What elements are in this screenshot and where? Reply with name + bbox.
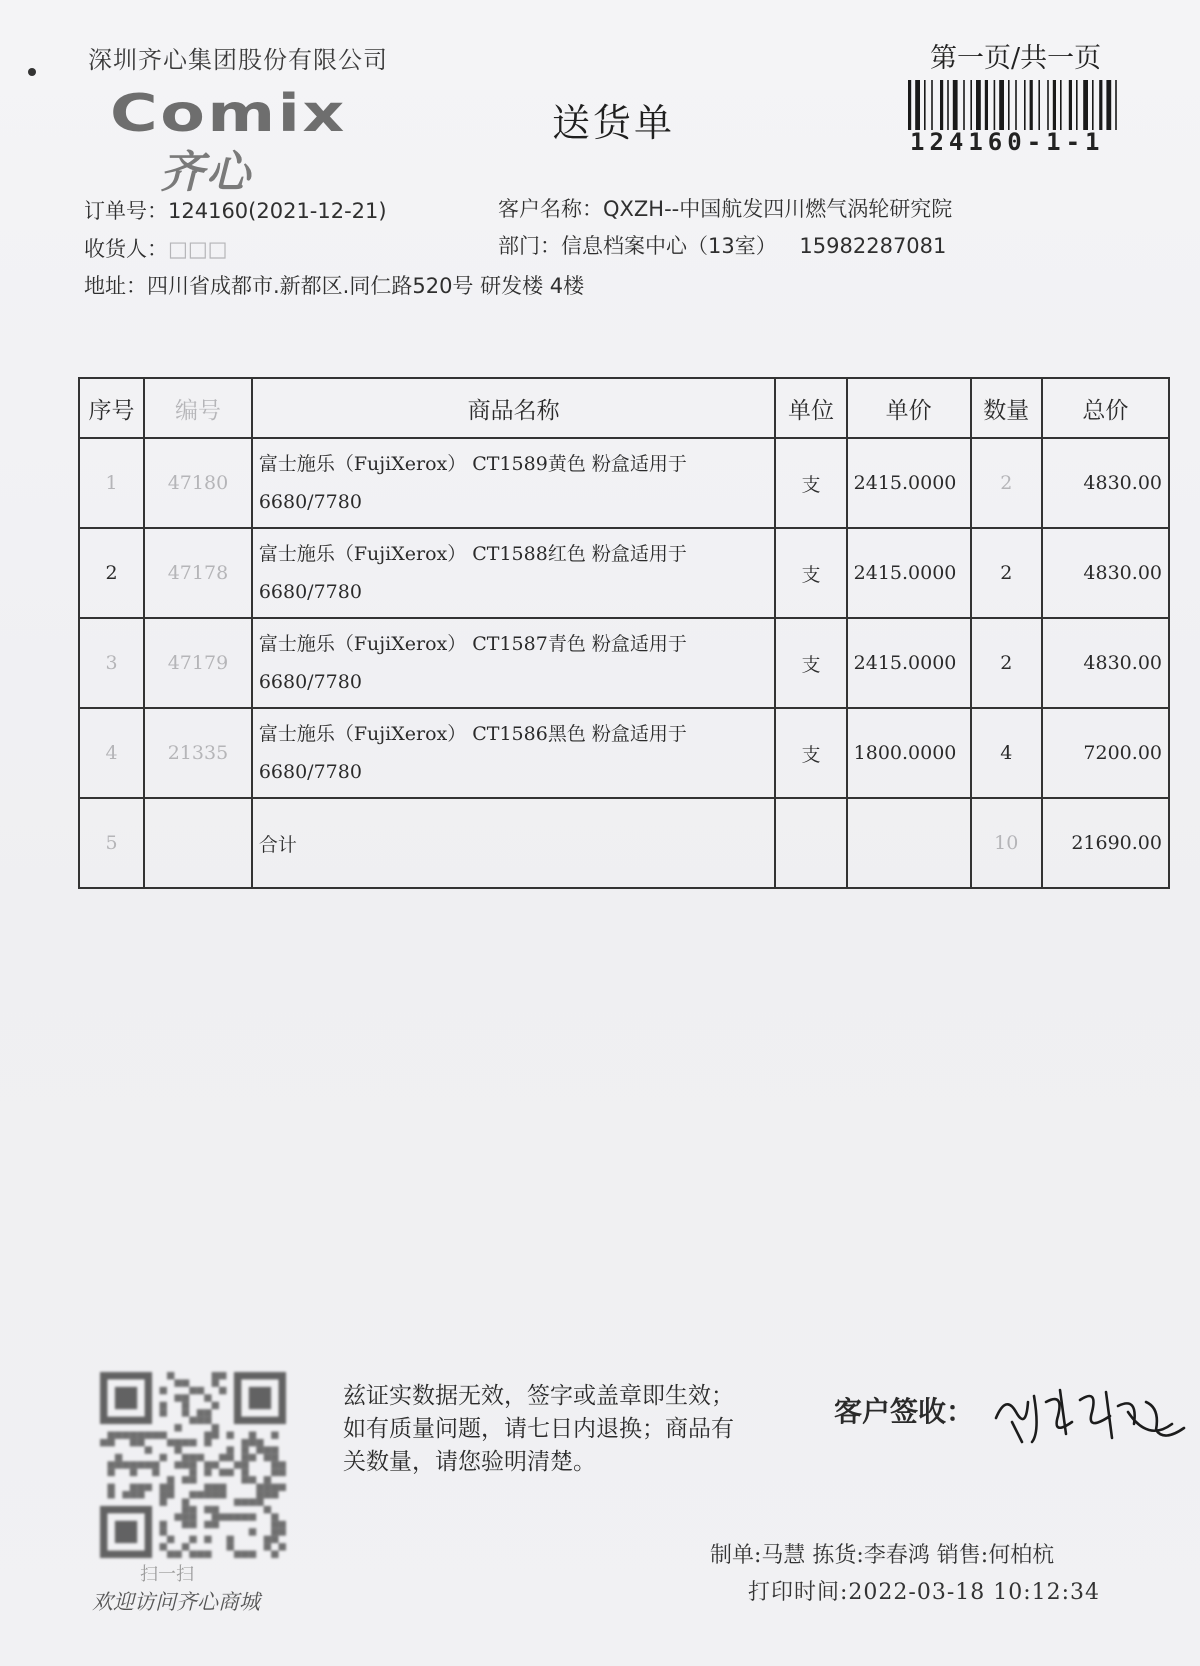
table-row [79, 708, 1169, 798]
row-code: 47179 [144, 618, 252, 708]
comix-logo-chinese: 齐心 [160, 147, 252, 198]
print-time: 打印时间:2022-03-18 10:12:34 [748, 1580, 1101, 1605]
department-value: 信息档案中心（13室） [561, 234, 777, 258]
qr-code-icon [100, 1372, 286, 1558]
product-name-line1: 富士施乐（FujiXerox） CT1589黄色 粉盒适用于 [258, 453, 687, 475]
customer-name [498, 193, 952, 223]
header-unit: 单位 [775, 378, 846, 438]
row-price: 2415.0000 [847, 618, 971, 708]
barcode-icon [908, 80, 1120, 130]
qr-caption: 扫一扫 [140, 1564, 194, 1585]
recipient-label: 收货人： [84, 237, 168, 261]
order-number [84, 195, 387, 225]
document-title: 送货单 [552, 101, 676, 145]
total-price-empty [847, 798, 971, 888]
table-row [79, 618, 1169, 708]
qr-welcome-text: 欢迎访问齐心商城 [92, 1590, 260, 1614]
row-seq: 1 [79, 438, 144, 528]
row-total: 4830.00 [1042, 438, 1169, 528]
total-row [79, 798, 1169, 888]
row-price: 1800.0000 [847, 708, 971, 798]
row-unit: 支 [775, 708, 846, 798]
row-price: 2415.0000 [847, 528, 971, 618]
row-qty: 2 [971, 528, 1042, 618]
table-row [79, 528, 1169, 618]
ink-dot [28, 68, 36, 76]
row-seq: 2 [79, 528, 144, 618]
product-name-line2: 6680/7780 [258, 671, 362, 693]
row-product-name [252, 618, 776, 708]
total-code-empty [144, 798, 252, 888]
row-total: 7200.00 [1042, 708, 1169, 798]
header-price: 单价 [847, 378, 971, 438]
product-name-line1: 富士施乐（FujiXerox） CT1588红色 粉盒适用于 [258, 543, 687, 565]
row-unit: 支 [775, 618, 846, 708]
page-info: 第一页/共一页 [930, 43, 1102, 74]
address-label: 地址： [84, 274, 147, 298]
row-unit: 支 [775, 438, 846, 528]
row-price: 2415.0000 [847, 438, 971, 528]
product-name-line1: 富士施乐（FujiXerox） CT1586黑色 粉盒适用于 [258, 723, 687, 745]
product-name-line2: 6680/7780 [258, 491, 362, 513]
table-row [79, 438, 1169, 528]
order-number-value: 124160(2021-12-21) [168, 199, 387, 223]
row-code: 47178 [144, 528, 252, 618]
row-unit: 支 [775, 528, 846, 618]
product-name-line1: 富士施乐（FujiXerox） CT1587青色 粉盒适用于 [258, 633, 687, 655]
header-total: 总价 [1042, 378, 1169, 438]
address [84, 270, 584, 300]
row-code: 47180 [144, 438, 252, 528]
row-total: 4830.00 [1042, 528, 1169, 618]
row-product-name [252, 438, 776, 528]
row-product-name [252, 528, 776, 618]
recipient [84, 233, 228, 263]
row-qty: 2 [971, 438, 1042, 528]
row-total: 4830.00 [1042, 618, 1169, 708]
recipient-value: □□□ [168, 237, 228, 261]
phone-number: 15982287081 [799, 234, 947, 258]
total-qty: 10 [971, 798, 1042, 888]
total-label: 合计 [252, 798, 776, 888]
total-seq: 5 [79, 798, 144, 888]
comix-logo: Comix [110, 84, 347, 144]
department-label: 部门： [498, 234, 561, 258]
staff-info: 制单:马慧 拣货:李春鸿 销售:何柏杭 [710, 1543, 1055, 1568]
handwritten-signature [988, 1372, 1188, 1452]
customer-name-value: QXZH--中国航发四川燃气涡轮研究院 [603, 197, 953, 221]
header-seq: 序号 [79, 378, 144, 438]
company-name: 深圳齐心集团股份有限公司 [88, 46, 388, 74]
row-qty: 2 [971, 618, 1042, 708]
customer-name-label: 客户名称： [498, 197, 603, 221]
header-code: 编号 [144, 378, 252, 438]
row-seq: 3 [79, 618, 144, 708]
row-qty: 4 [971, 708, 1042, 798]
total-amount: 21690.00 [1042, 798, 1169, 888]
product-name-line2: 6680/7780 [258, 761, 362, 783]
department [498, 230, 946, 260]
header-name: 商品名称 [252, 378, 776, 438]
row-code: 21335 [144, 708, 252, 798]
row-product-name [252, 708, 776, 798]
order-number-label: 订单号： [84, 199, 168, 223]
product-name-line2: 6680/7780 [258, 581, 362, 603]
customer-sign-label: 客户签收： [834, 1395, 975, 1428]
table-header-row [79, 378, 1169, 438]
address-value: 四川省成都市.新都区.同仁路520号 研发楼 4楼 [147, 274, 585, 298]
total-unit-empty [775, 798, 846, 888]
barcode-number: 124160-1-1 [910, 128, 1105, 156]
notice-text: 兹证实数据无效，签字或盖章即生效；如有质量问题，请七日内退换；商品有关数量，请您验明清楚。 [343, 1383, 734, 1475]
items-table [78, 377, 1170, 889]
header-qty: 数量 [971, 378, 1042, 438]
row-seq: 4 [79, 708, 144, 798]
